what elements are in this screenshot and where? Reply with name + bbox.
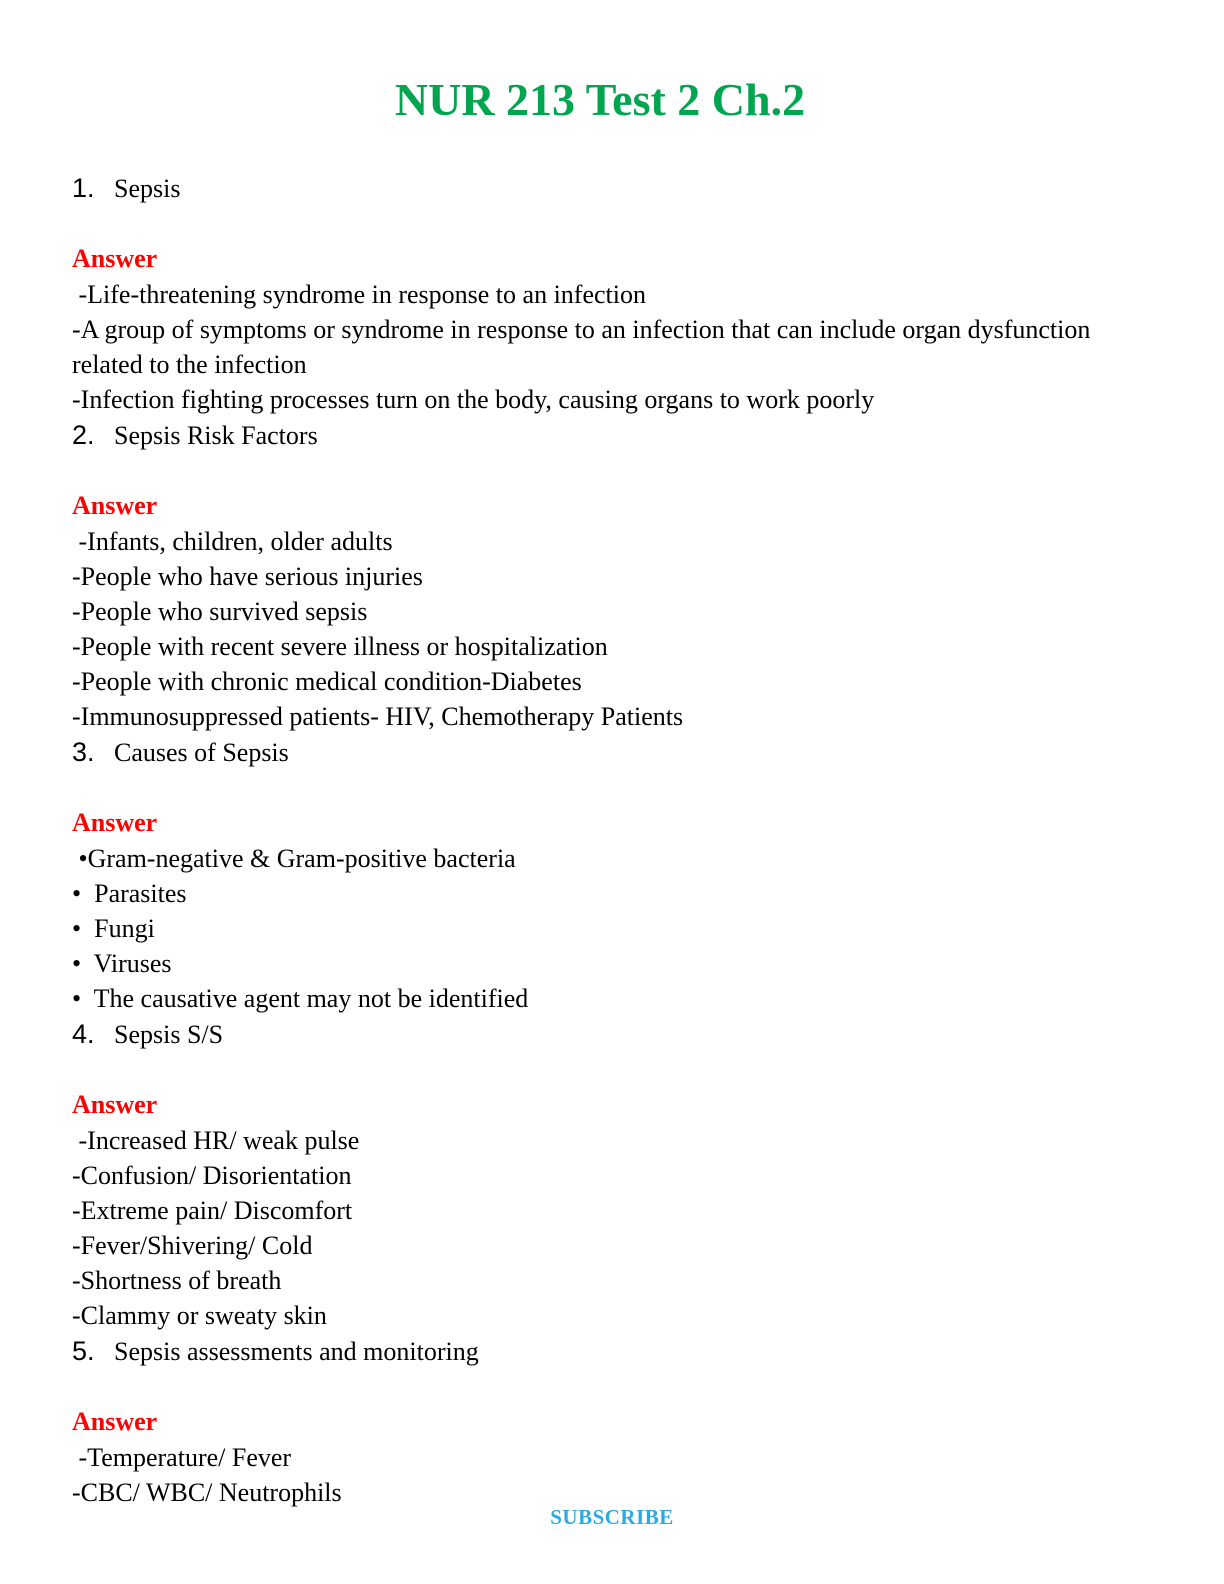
answer-line: -Life-threatening syndrome in response to an infection [72,280,646,309]
answer-line: • The causative agent may not be identified [72,984,529,1013]
question-number: 1. [72,173,95,203]
answer-line: -CBC/ WBC/ Neutrophils [72,1478,342,1507]
question-text: Sepsis Risk Factors [114,421,318,450]
answer-line: -People with chronic medical condition-Diabetes [72,667,582,696]
answer-line: • Viruses [72,949,172,978]
question-number: 4. [72,1019,95,1049]
answer-line: -People who survived sepsis [72,597,368,626]
answer-line: -Increased HR/ weak pulse [72,1126,360,1155]
answer-line: -Confusion/ Disorientation [72,1161,352,1190]
answer-label: Answer [72,808,158,837]
question-text: Sepsis S/S [114,1020,224,1049]
question [72,1333,1128,1370]
question [72,417,1128,454]
answer-line: -People with recent severe illness or hospitalization [72,632,608,661]
qa-item-3 [72,734,1128,1016]
answer-line: •Gram-negative & Gram-positive bacteria [72,844,516,873]
question-number: 3. [72,737,95,767]
answer-label: Answer [72,1090,158,1119]
answer-line: -Temperature/ Fever [72,1443,292,1472]
qa-item-4 [72,1016,1128,1333]
answer-line: -Immunosuppressed patients- HIV, Chemotherapy Patients [72,702,684,731]
answer-line: -A group of symptoms or syndrome in response to an infection that can include organ dysfunction related to the infection [72,315,1097,379]
answer-line: -Infants, children, older adults [72,527,393,556]
answer-line: -Infection fighting processes turn on the body, causing organs to work poorly [72,385,875,414]
answer-line: -People who have serious injuries [72,562,423,591]
question-number: 5. [72,1336,95,1366]
question [72,1016,1128,1053]
subscribe-link[interactable]: SUBSCRIBE [550,1505,674,1529]
question-number: 2. [72,420,95,450]
answer-line: -Fever/Shivering/ Cold [72,1231,313,1260]
answer-line: • Fungi [72,914,155,943]
question [72,170,1128,207]
qa-item-5 [72,1333,1128,1510]
answer-line: • Parasites [72,879,187,908]
answer-line: -Extreme pain/ Discomfort [72,1196,353,1225]
qa-item-2 [72,417,1128,734]
answer-label: Answer [72,491,158,520]
answer-label: Answer [72,1407,158,1436]
answer-label: Answer [72,244,158,273]
answer-line: -Clammy or sweaty skin [72,1301,327,1330]
question [72,734,1128,771]
qa-item-1 [72,170,1128,417]
question-text: Sepsis [114,174,181,203]
question-text: Causes of Sepsis [114,738,289,767]
answer-line: -Shortness of breath [72,1266,282,1295]
question-text: Sepsis assessments and monitoring [114,1337,479,1366]
page-footer [0,1505,1224,1530]
page-title: NUR 213 Test 2 Ch.2 [394,74,806,125]
